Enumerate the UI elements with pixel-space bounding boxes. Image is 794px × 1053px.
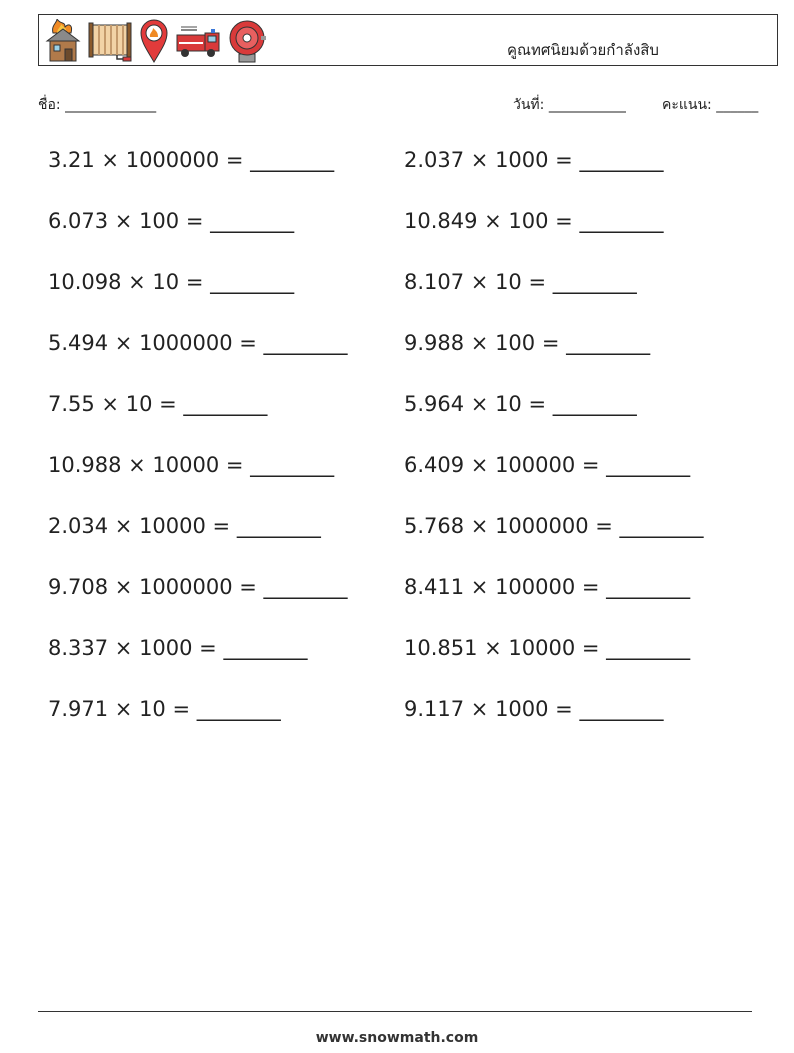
problem-item: 7.55 × 10 = ________ [48, 392, 268, 416]
problem-item: 8.337 × 1000 = ________ [48, 636, 308, 660]
footer-divider [38, 1011, 752, 1012]
problem-item: 5.494 × 1000000 = ________ [48, 331, 348, 355]
problem-item: 10.098 × 10 = ________ [48, 270, 295, 294]
header-icons [45, 17, 273, 65]
problem-item: 2.037 × 1000 = ________ [404, 148, 664, 172]
fire-alarm-bell-icon [227, 18, 267, 64]
problem-item: 6.073 × 100 = ________ [48, 209, 295, 233]
date-field: วันที่: ___________ [513, 97, 626, 113]
problem-item: 9.988 × 100 = ________ [404, 331, 651, 355]
problem-item: 7.971 × 10 = ________ [48, 697, 281, 721]
fire-location-pin-icon [139, 18, 169, 64]
fire-hose-icon [87, 19, 133, 63]
worksheet-header [38, 14, 778, 66]
burning-house-icon [45, 19, 81, 63]
score-field: คะแนน: ______ [662, 97, 759, 113]
problem-item: 2.034 × 10000 = ________ [48, 514, 321, 538]
problem-item: 10.851 × 10000 = ________ [404, 636, 691, 660]
name-field: ชื่อ: _____________ [38, 97, 157, 113]
problem-item: 10.849 × 100 = ________ [404, 209, 664, 233]
problem-item: 5.768 × 1000000 = ________ [404, 514, 704, 538]
worksheet-title: คูณทศนิยมด้วยกำลังสิบ [507, 41, 659, 59]
problem-item: 9.708 × 1000000 = ________ [48, 575, 348, 599]
footer-url[interactable]: www.snowmath.com [315, 1030, 479, 1046]
problem-item: 6.409 × 100000 = ________ [404, 453, 691, 477]
fire-truck-icon [175, 19, 221, 63]
problem-item: 3.21 × 1000000 = ________ [48, 148, 335, 172]
problem-item: 5.964 × 10 = ________ [404, 392, 637, 416]
problem-item: 10.988 × 10000 = ________ [48, 453, 335, 477]
problem-item: 8.107 × 10 = ________ [404, 270, 637, 294]
problem-item: 9.117 × 1000 = ________ [404, 697, 664, 721]
problem-item: 8.411 × 100000 = ________ [404, 575, 691, 599]
